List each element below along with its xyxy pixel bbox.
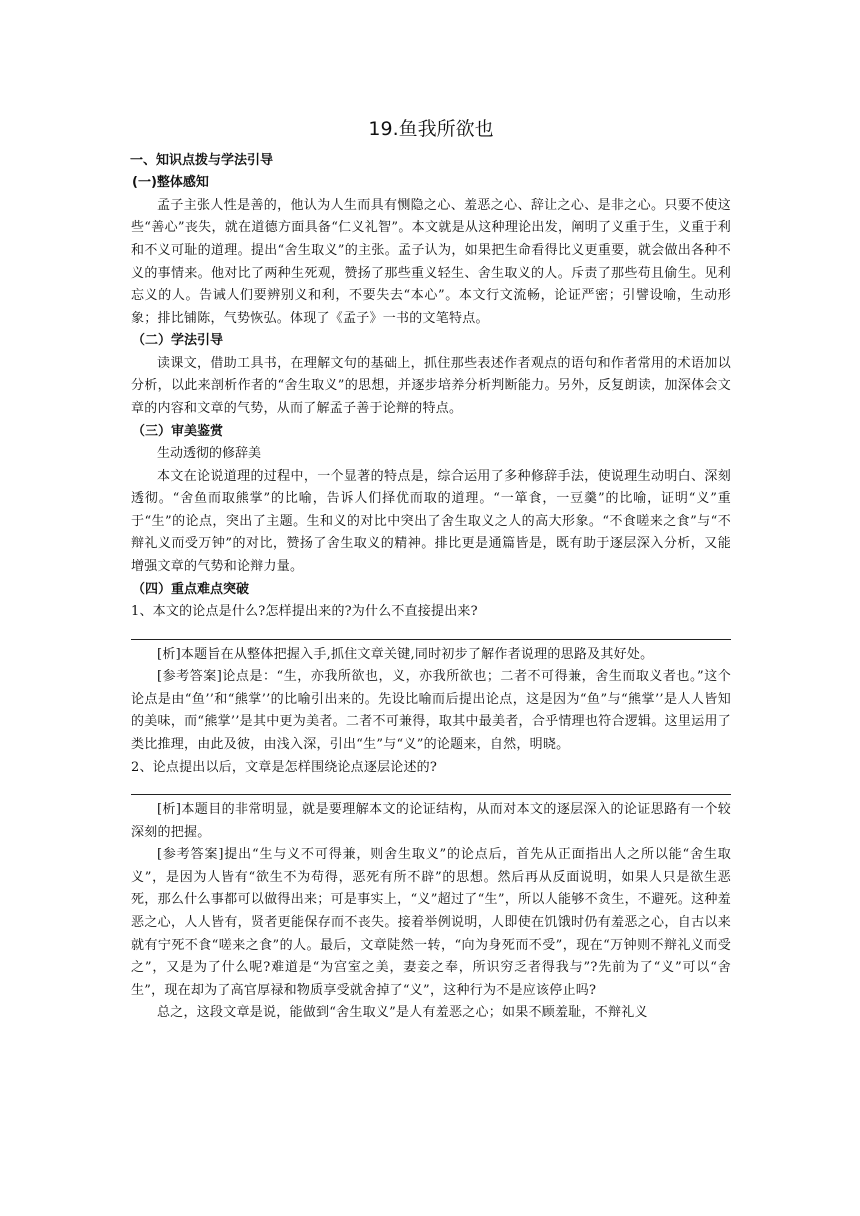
subheading-aesthetic-appreciation: （三）审美鉴赏	[132, 423, 224, 439]
section-heading-knowledge: 一、知识点拨与学法引导	[130, 153, 274, 168]
question-1: 1、本文的论点是什么?怎样提出来的?为什么不直接提出来?	[131, 603, 478, 619]
subheading-key-points: （四）重点难点突破	[132, 581, 250, 597]
analysis-2: [析]本题目的非常明显，就是要理解本文的论证结构，从而对本文的逐层深入的论证思路有一个较深刻的把握。	[131, 802, 731, 840]
paragraph-study-guide: 读课文，借助工具书，在理解文句的基础上，抓住那些表述作者观点的语句和作者常用的术语加以分析，以此来剖析作者的“舍生取义”的思想，并逐步培养分析判断能力。另外，反复朗读，加深体会文章的内容和文章的气势，从而了解孟子善于论辩的特点。	[131, 355, 731, 416]
question-2: 2、论点提出以后，文章是怎样围绕论点逐层论述的?	[131, 759, 438, 775]
subheading-overall-perception: (一)整体感知	[132, 175, 209, 191]
document-page	[131, 112, 731, 1025]
paragraph-aesthetic-appreciation: 本文在论说道理的过程中，一个显著的特点是，综合运用了多种修辞手法，使说理生动明白、深刻透彻。“舍鱼而取熊掌”的比喻，告诉人们择优而取的道理。“一箪食，一豆羹”的比喻，证明“义”重于“生”的论点，突出了主题。生和义的对比中突出了舍生取义之人的高大形象。“不食嗟来之食”与“不辩礼义而受万钟”的对比，赞扬了舍生取义的精神。排比更是通篇皆是，既有助于逐层深入分析，又能增强文章的气势和论辩力量。	[131, 468, 731, 574]
page-title: 19.鱼我所欲也	[368, 118, 494, 140]
answer-line-1	[131, 639, 731, 640]
analysis-1: [析]本题旨在从整体把握入手,抓住文章关键,同时初步了解作者说理的思路及其好处。	[157, 646, 654, 662]
summary-paragraph: 总之，这段文章是说，能做到“舍生取义”是人有羞恶之心；如果不顾羞耻，不辩礼义	[157, 1005, 648, 1021]
subtopic-rhetoric-beauty: 生动透彻的修辞美	[157, 445, 262, 461]
answer-line-2	[131, 794, 731, 795]
subheading-study-guide: （二）学法引导	[132, 333, 224, 349]
reference-answer-1: [参考答案]论点是：“生，亦我所欲也，义，亦我所欲也；二者不可得兼，舍生而取义者也。”这个论点是由“鱼’’和“熊掌’’的比喻引出来的。先设比喻而后提出论点，这是因为“鱼”与“熊掌’’是人人皆知的美味，而“熊掌’’是其中更为美者。二者不可兼得，取其中最美者，合乎情理也符合逻辑。这里运用了类比推理，由此及彼，由浅入深，引出“生”与“义”的论题来，自然，明晓。	[131, 669, 731, 752]
reference-answer-2: [参考答案]提出“生与义不可得兼，则舍生取义”的论点后，首先从正面指出人之所以能“舍生取义”，是因为人皆有“欲生不为苟得，恶死有所不辟”的思想。然后再从反面说明，如果人只是欲生恶死，那么什么事都可以做得出来；可是事实上，“义”超过了“生”，所以人能够不贪生，不避死。这种羞恶之心，人人皆有，贤者更能保存而不丧失。接着举例说明，人即使在饥饿时仍有羞恶之心，自古以来就有宁死不食“嗟来之食”的人。最后，文章陡然一转，“向为身死而不受”，现在“万钟则不辩礼义而受之”，又是为了什么呢?难道是“为宫室之美，妻妾之奉，所识穷乏者得我与”?先前为了“义”可以“舍生”，现在却为了高官厚禄和物质享受就舍掉了“义”，这种行为不是应该停止吗?	[131, 847, 731, 998]
paragraph-overall-perception: 孟子主张人性是善的，他认为人生而具有恻隐之心、羞恶之心、辞让之心、是非之心。只要不使这些“善心”丧失，就在道德方面具备“仁义礼智”。本文就是从这种理论出发，阐明了义重于生，义重于利和不义可耻的道理。提出“舍生取义”的主张。孟子认为，如果把生命看得比义更重要，就会做出各种不义的事情来。他对比了两种生死观，赞扬了那些重义轻生、舍生取义的人。斥责了那些苟且偷生。见利忘义的人。告诫人们要辨别义和利，不要失去“本心”。本文行文流畅，论证严密；引譬设喻，生动形象；排比铺陈，气势恢弘。体现了《孟子》一书的文笔特点。	[131, 197, 731, 326]
